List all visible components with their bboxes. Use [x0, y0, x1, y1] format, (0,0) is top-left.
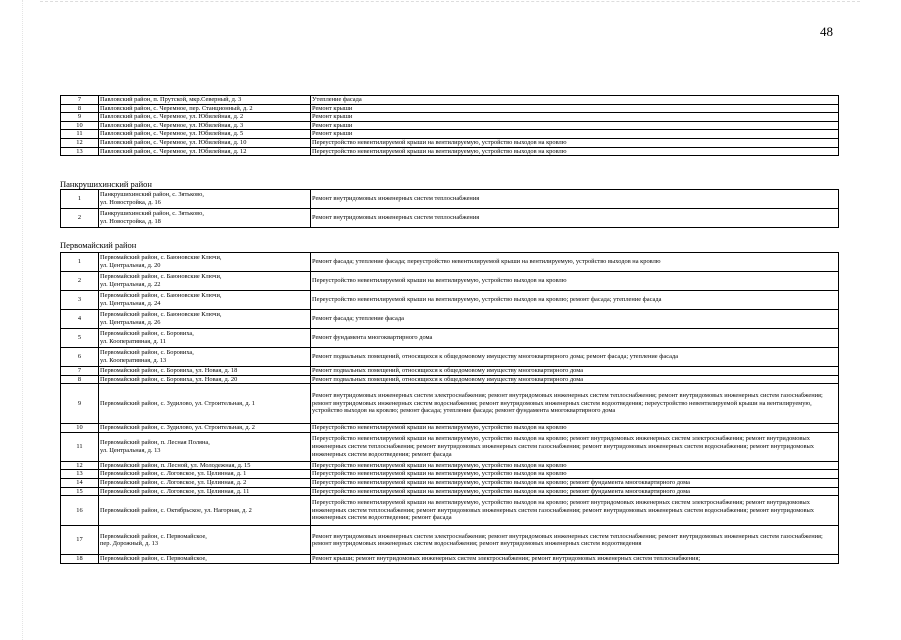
row-number-cell: 16: [61, 496, 99, 526]
works-cell: Переустройство невентилируемой крыши на вентилируемую, устройство выходов на кровлю: [311, 424, 839, 433]
table-body: [61, 253, 839, 564]
row-number-cell: 18: [61, 555, 99, 564]
table-row: [61, 496, 839, 526]
work-table-pervomaysky: [60, 252, 839, 564]
address-cell: Первомайский район, с. Логовское, ул. Целинная, д. 2: [99, 478, 311, 487]
table-body: [61, 96, 839, 156]
row-number-cell: 12: [61, 138, 99, 147]
table-row: [61, 310, 839, 329]
works-cell: Переустройство невентилируемой крыши на вентилируемую, устройство выходов на кровлю: [311, 272, 839, 291]
table-row: [61, 190, 839, 209]
table-row: [61, 291, 839, 310]
works-cell: Переустройство невентилируемой крыши на вентилируемую, устройство выходов на кровлю: [311, 461, 839, 470]
address-cell: Первомайский район, с. Баюновские Ключи, ул. Центральная, д. 22: [99, 272, 311, 291]
table-row: [61, 96, 839, 105]
address-cell: Первомайский район, с. Октябрьское, ул. Нагорная, д. 2: [99, 496, 311, 526]
works-cell: Переустройство невентилируемой крыши на вентилируемую, устройство выходов на кровлю: [311, 470, 839, 479]
address-cell: Павловский район, с. Черемное, пер. Станционный, д. 2: [99, 104, 311, 113]
address-cell: Первомайский район, п. Лесная Поляна, ул. Центральная, д. 13: [99, 432, 311, 461]
row-number-cell: 7: [61, 367, 99, 376]
row-number-cell: 1: [61, 253, 99, 272]
row-number-cell: 3: [61, 291, 99, 310]
address-cell: Первомайский район, с. Первомайское, пер. Дорожный, д. 13: [99, 526, 311, 555]
address-cell: Первомайский район, с. Логовское, ул. Целинная, д. 1: [99, 470, 311, 479]
work-table-pavlovsky: [60, 95, 839, 156]
address-cell: Павловский район, с. Черемное, ул. Юбилейная, д. 12: [99, 147, 311, 156]
works-cell: Ремонт фасада; утепление фасада: [311, 310, 839, 329]
address-cell: Павловский район, с. Черемное, ул. Юбилейная, д. 10: [99, 138, 311, 147]
works-cell: Ремонт крыши: [311, 113, 839, 122]
works-cell: Утепление фасада: [311, 96, 839, 105]
row-number-cell: 11: [61, 432, 99, 461]
row-number-cell: 4: [61, 310, 99, 329]
table-row: [61, 138, 839, 147]
table-row: [61, 384, 839, 424]
table-row: [61, 130, 839, 139]
row-number-cell: 17: [61, 526, 99, 555]
address-cell: Первомайский район, с. Боровиха, ул. Новая, д. 20: [99, 375, 311, 384]
table-row: [61, 487, 839, 496]
page-left-margin-mark: [22, 0, 23, 640]
row-number-cell: 8: [61, 104, 99, 113]
row-number-cell: 13: [61, 470, 99, 479]
address-cell: Первомайский район, с. Боровиха, ул. Новая, д. 18: [99, 367, 311, 376]
address-cell: Первомайский район, с. Логовское, ул. Целинная, д. 11: [99, 487, 311, 496]
table-row: [61, 424, 839, 433]
table-row: [61, 147, 839, 156]
address-cell: Первомайский район, с. Баюновские Ключи, ул. Центральная, д. 24: [99, 291, 311, 310]
address-cell: Панкрушихинский район, с. Зятьково, ул. Новостройка, д. 18: [99, 209, 311, 228]
address-cell: Панкрушихинский район, с. Зятьково, ул. Новостройка, д. 16: [99, 190, 311, 209]
row-number-cell: 13: [61, 147, 99, 156]
row-number-cell: 10: [61, 424, 99, 433]
works-cell: Ремонт крыши: [311, 104, 839, 113]
works-cell: Переустройство невентилируемой крыши на вентилируемую, устройство выходов на кровлю; ремонт фундамента многоквартирного дома: [311, 478, 839, 487]
works-cell: Переустройство невентилируемой крыши на вентилируемую, устройство выходов на кровлю; ремонт внутридомовых инженерных систем электроснабжения; ремонт внутридомовых инженерных систем теплоснабжения; ремонт внутридомовых инженерных систем газоснабжения; ремонт внутридомовых инженерных систем водоснабжения; ремонт внутридомовых инженерных систем водоотведения; ремонт фасада: [311, 432, 839, 461]
address-cell: Первомайский район, с. Первомайское,: [99, 555, 311, 564]
table-row: [61, 526, 839, 555]
address-cell: Первомайский район, с. Баюновские Ключи, ул. Центральная, д. 20: [99, 253, 311, 272]
works-cell: Ремонт внутридомовых инженерных систем теплоснабжения: [311, 209, 839, 228]
row-number-cell: 14: [61, 478, 99, 487]
row-number-cell: 15: [61, 487, 99, 496]
table-row: [61, 253, 839, 272]
address-cell: Павловский район, п. Прутской, мкр.Северный, д. 3: [99, 96, 311, 105]
works-cell: Ремонт крыши: [311, 121, 839, 130]
table-body: [61, 190, 839, 228]
row-number-cell: 2: [61, 272, 99, 291]
row-number-cell: 8: [61, 375, 99, 384]
table-row: [61, 367, 839, 376]
table-row: [61, 555, 839, 564]
works-cell: Ремонт крыши: [311, 130, 839, 139]
row-number-cell: 9: [61, 384, 99, 424]
row-number-cell: 11: [61, 130, 99, 139]
row-number-cell: 1: [61, 190, 99, 209]
address-cell: Первомайский район, с. Баюновские Ключи, ул. Центральная, д. 26: [99, 310, 311, 329]
section-title-pervomaysky: Первомайский район: [60, 240, 137, 250]
address-cell: Первомайский район, с. Зудилово, ул. Строительная, д. 1: [99, 384, 311, 424]
works-cell: Ремонт внутридомовых инженерных систем теплоснабжения: [311, 190, 839, 209]
works-cell: Переустройство невентилируемой крыши на вентилируемую, устройство выходов на кровлю; ремонт фундамента многоквартирного дома: [311, 487, 839, 496]
works-cell: Ремонт подвальных помещений, относящихся к общедомовому имуществу многоквартирного дома; ремонт фасада; утепление фасада: [311, 348, 839, 367]
address-cell: Первомайский район, п. Лесной, ул. Молодежная, д. 15: [99, 461, 311, 470]
row-number-cell: 6: [61, 348, 99, 367]
table-row: [61, 470, 839, 479]
page-number: 48: [820, 24, 833, 39]
address-cell: Первомайский район, с. Боровиха, ул. Кооперативная, д. 11: [99, 329, 311, 348]
table-row: [61, 104, 839, 113]
works-cell: Ремонт внутридомовых инженерных систем электроснабжения; ремонт внутридомовых инженерных систем теплоснабжения; ремонт внутридомовых инженерных систем газоснабжения; ремонт внутридомовых инженерных систем водоснабжения; ремонт внутридомовых инженерных систем водоотведения; переустройство невентилируемой крыши на вентилируемую, устройство выходов на кровлю; ремонт фасада; утепление фасада; ремонт фундамента многоквартирного дома: [311, 384, 839, 424]
section-title-pankrushikhinsky: Панкрушихинский район: [60, 179, 152, 189]
table-row: [61, 272, 839, 291]
table-row: [61, 113, 839, 122]
work-table-pankrushikhinsky: [60, 189, 839, 228]
table-row: [61, 348, 839, 367]
works-cell: Переустройство невентилируемой крыши на вентилируемую, устройство выходов на кровлю: [311, 138, 839, 147]
works-cell: Ремонт внутридомовых инженерных систем электроснабжения; ремонт внутридомовых инженерных систем теплоснабжения; ремонт внутридомовых инженерных систем газоснабжения; ремонт внутридомовых инженерных систем водоснабжения; ремонт внутридомовых инженерных систем водоотведения: [311, 526, 839, 555]
row-number-cell: 10: [61, 121, 99, 130]
row-number-cell: 9: [61, 113, 99, 122]
address-cell: Первомайский район, с. Зудилово, ул. Строительная, д. 2: [99, 424, 311, 433]
row-number-cell: 5: [61, 329, 99, 348]
works-cell: Ремонт подвальных помещений, относящихся к общедомовому имуществу многоквартирного дома: [311, 375, 839, 384]
works-cell: Переустройство невентилируемой крыши на вентилируемую, устройство выходов на кровлю; ремонт фасада; утепление фасада: [311, 291, 839, 310]
address-cell: Павловский район, с. Черемное, ул. Юбилейная, д. 3: [99, 121, 311, 130]
page-top-edge: [40, 1, 860, 2]
address-cell: Павловский район, с. Черемное, ул. Юбилейная, д. 5: [99, 130, 311, 139]
table-row: [61, 329, 839, 348]
works-cell: Переустройство невентилируемой крыши на вентилируемую, устройство выходов на кровлю; ремонт внутридомовых инженерных систем электроснабжения; ремонт внутридомовых инженерных систем теплоснабжения; ремонт внутридомовых инженерных систем газоснабжения; ремонт внутридомовых инженерных систем водоснабжения; ремонт внутридомовых инженерных систем водоотведения; ремонт фасада: [311, 496, 839, 526]
address-cell: Павловский район, с. Черемное, ул. Юбилейная, д. 2: [99, 113, 311, 122]
table-row: [61, 478, 839, 487]
table-row: [61, 209, 839, 228]
table-row: [61, 461, 839, 470]
works-cell: Ремонт крыши; ремонт внутридомовых инженерных систем электроснабжения; ремонт внутридомовых инженерных систем теплоснабжения;: [311, 555, 839, 564]
table-row: [61, 432, 839, 461]
works-cell: Ремонт фундамента многоквартирного дома: [311, 329, 839, 348]
works-cell: Ремонт подвальных помещений, относящихся к общедомовому имуществу многоквартирного дома: [311, 367, 839, 376]
row-number-cell: 2: [61, 209, 99, 228]
row-number-cell: 12: [61, 461, 99, 470]
address-cell: Первомайский район, с. Боровиха, ул. Кооперативная, д. 13: [99, 348, 311, 367]
row-number-cell: 7: [61, 96, 99, 105]
table-row: [61, 121, 839, 130]
works-cell: Ремонт фасада; утепление фасада; переустройство невентилируемой крыши на вентилируемую, устройство выходов на кровлю: [311, 253, 839, 272]
table-row: [61, 375, 839, 384]
works-cell: Переустройство невентилируемой крыши на вентилируемую, устройство выходов на кровлю: [311, 147, 839, 156]
